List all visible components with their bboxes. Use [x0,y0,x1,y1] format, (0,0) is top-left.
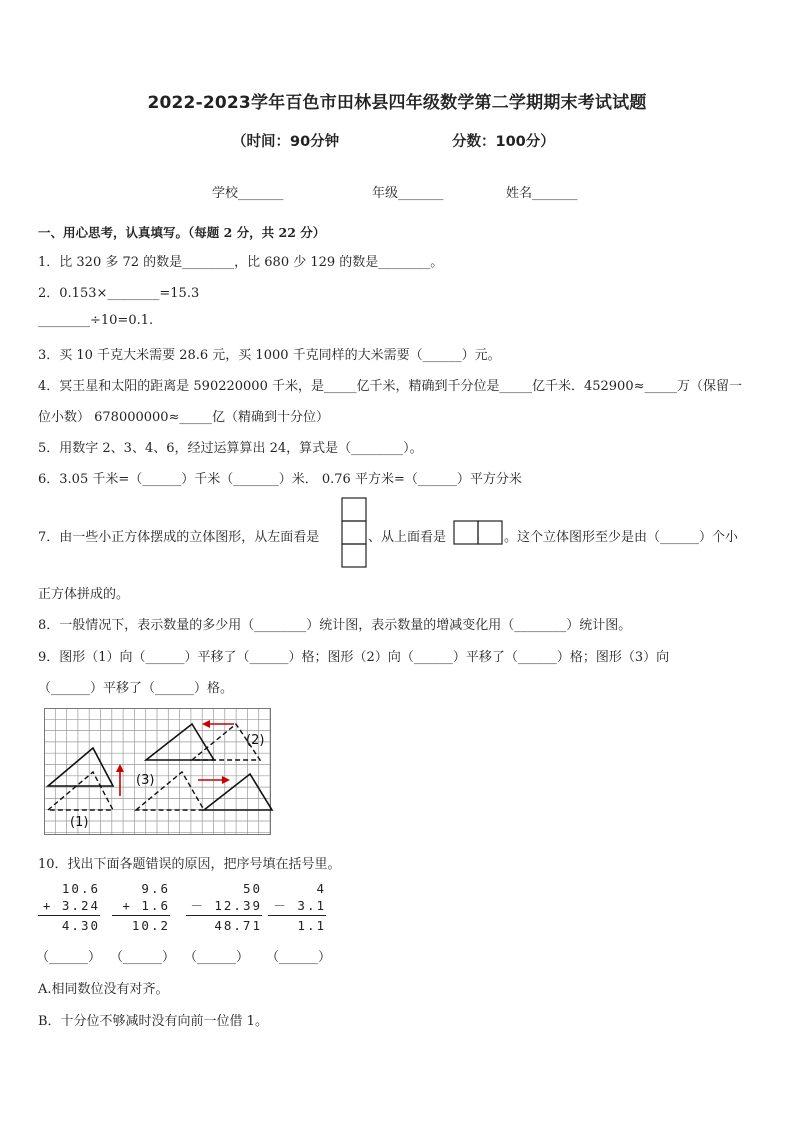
question-7-text2: 、从上面看是 [368,530,447,545]
calc-op: － 12.39 [186,897,262,916]
left-arrow-head [202,720,210,728]
name-field: 姓名_______ [506,186,578,201]
calc-answer: （______） [266,950,332,965]
calc-op: + 3.24 [38,897,100,916]
calc-res: 48.71 [214,918,262,933]
calc-top: 4 [316,881,326,896]
question-4b: 位小数） 678000000≈_____亿（精确到十分位） [38,410,329,425]
calc-op: － 3.1 [268,897,326,916]
top-view-figure [453,520,503,546]
left-view-square-3 [342,544,366,567]
calc-top: 10.6 [61,881,100,896]
page-title: 2022-2023学年百色市田林县四年级数学第二学期期末考试试题 [147,93,647,113]
question-7-text3: 。这个立体图形至少是由（______）个小 [504,530,739,545]
option-b: B．十分位不够减时没有向前一位借 1。 [38,1014,268,1029]
calc-answer: （______） [36,950,102,965]
right-arrow-head [222,776,230,784]
calc-top: 50 [242,881,262,896]
question-2a: 2．0.153×________=15.3 [38,286,200,301]
time-info: （时间：90分钟 [232,134,340,150]
calc-res: 1.1 [297,918,326,933]
top-view-square-1 [454,521,478,544]
calc-res: 4.30 [61,918,100,933]
translation-grid [44,708,276,838]
grade-field: 年级_______ [372,186,444,201]
question-6: 6．3.05 千米=（______）千米（_______）米． 0.76 平方米=（______）平方分米 [38,472,522,487]
vertical-calc [112,880,170,934]
question-8: 8．一般情况下，表示数量的多少用（________）统计图，表示数量的增减变化用（________）统计图。 [38,618,632,633]
question-7b: 正方体拼成的。 [38,587,130,602]
shape-1-solid [48,748,113,786]
option-a: A.相同数位没有对齐。 [38,982,169,997]
calc-top: 9.6 [141,881,170,896]
question-5: 5．用数字 2、3、4、6，经过运算算出 24，算式是（________）。 [38,441,423,456]
question-7-text1: 7．由一些小正方体摆成的立体图形，从左面看是 [38,530,320,545]
question-4a: 4．冥王星和太阳的距离是 590220000 千米，是_____亿千米，精确到千分位是_____亿千米．452900≈_____万（保留一 [38,379,742,394]
calc-answer: （______） [184,950,250,965]
vertical-calc [38,880,100,934]
score-info: 分数：100分） [452,134,555,150]
label-2: (2) [246,733,265,748]
label-3: (3) [136,773,155,788]
left-view-square-1 [342,498,366,521]
left-view-figure [341,497,367,570]
question-2b: ________÷10=0.1. [38,313,154,328]
calc-op: + 1.6 [112,897,170,916]
question-1: 1．比 320 多 72 的数是________，比 680 少 129 的数是________。 [38,255,444,270]
vertical-calc [186,880,262,934]
school-field: 学校_______ [212,186,284,201]
question-9b: （______）平移了（______）格。 [38,681,234,696]
question-10: 10．找出下面各题错误的原因，把序号填在括号里。 [38,857,341,872]
calc-res: 10.2 [131,918,170,933]
section-heading: 一、用心思考，认真填写。（每题 2 分，共 22 分） [38,225,326,240]
vertical-calc [268,880,326,934]
question-3: 3．买 10 千克大米需要 28.6 元，买 1000 千克同样的大米需要（______）元。 [38,348,501,363]
top-view-square-2 [478,521,502,544]
calc-answer: （______） [110,950,176,965]
left-view-square-2 [342,521,366,544]
label-1: (1) [70,815,89,830]
question-9a: 9．图形（1）向（______）平移了（______）格；图形（2）向（______）平移了（______）格；图形（3）向 [38,650,670,665]
